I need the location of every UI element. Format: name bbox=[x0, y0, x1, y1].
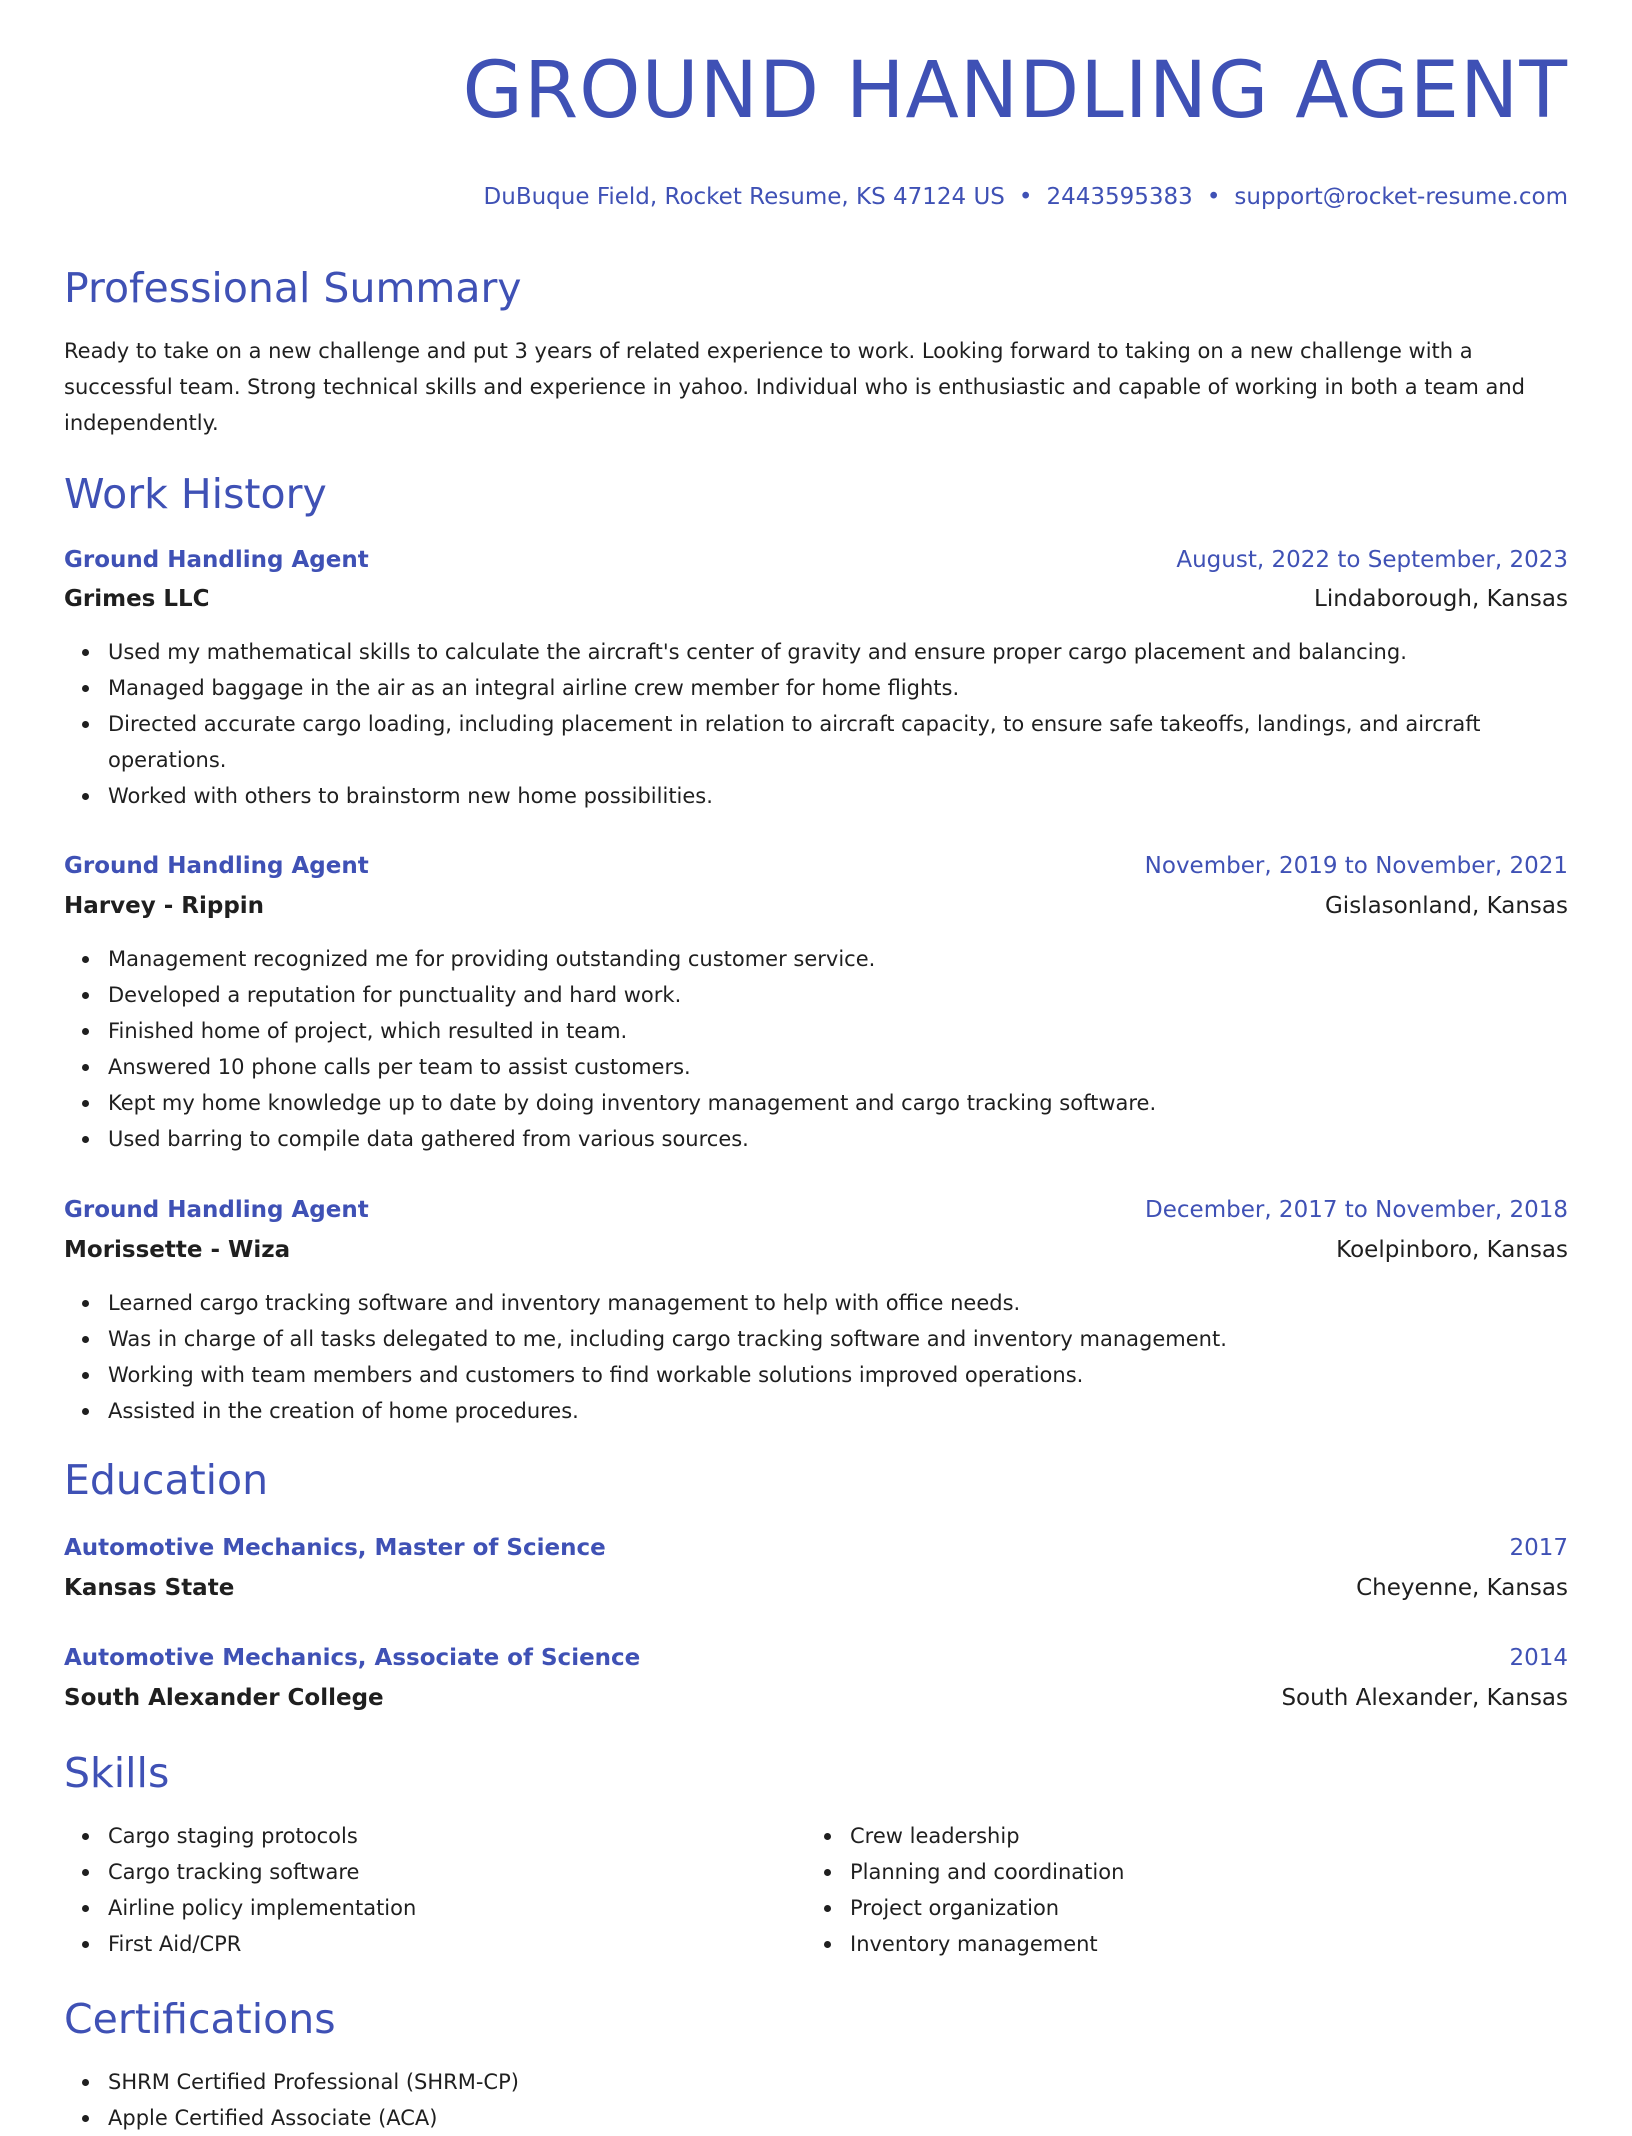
education-degree: Automotive Mechanics, Associate of Science bbox=[64, 1645, 641, 1671]
list-item: Crew leadership bbox=[850, 1818, 1550, 1854]
list-item: Managed baggage in the air as an integral airline crew member for home flights. bbox=[108, 670, 1568, 706]
education-1-header bbox=[64, 1533, 1568, 1563]
list-item: Answered 10 phone calls per team to assist customers. bbox=[108, 1049, 1568, 1085]
job-company: Grimes LLC bbox=[64, 586, 210, 612]
list-item: Airline policy implementation bbox=[108, 1890, 808, 1926]
list-item: Used my mathematical skills to calculate the aircraft's center of gravity and ensure proper cargo placement and balancing. bbox=[108, 634, 1568, 670]
list-item: Directed accurate cargo loading, including placement in relation to aircraft capacity, to ensure safe takeoffs, landings, and aircraft operations. bbox=[108, 706, 1568, 778]
work-history-heading: Work History bbox=[64, 470, 327, 518]
list-item: Finished home of project, which resulted in team. bbox=[108, 1013, 1568, 1049]
job-1-header bbox=[64, 545, 1568, 575]
list-item: Apple Certified Associate (ACA) bbox=[108, 2100, 1568, 2136]
job-3-header bbox=[64, 1195, 1568, 1225]
education-2-subheader bbox=[64, 1683, 1568, 1713]
education-year: 2014 bbox=[1509, 1645, 1568, 1671]
summary-text: Ready to take on a new challenge and put 3 years of related experience to work. Looking forward to taking on a new challenge with a successful team. Strong technical skills and experience in yahoo. Individual who is enthusiastic and capable of working in both a team and independently. bbox=[64, 339, 1525, 435]
skills-heading: Skills bbox=[64, 1749, 170, 1797]
education-2-header bbox=[64, 1643, 1568, 1673]
list-item: Worked with others to brainstorm new home possibilities. bbox=[108, 778, 1568, 814]
contact-line bbox=[484, 182, 1568, 212]
job-1-bullets bbox=[64, 634, 1568, 814]
certifications-list bbox=[64, 2064, 1568, 2136]
list-item: Planning and coordination bbox=[850, 1854, 1550, 1890]
list-item: Inventory management bbox=[850, 1926, 1550, 1962]
education-school: Kansas State bbox=[64, 1575, 235, 1601]
list-item: Was in charge of all tasks delegated to me, including cargo tracking software and inventory management. bbox=[108, 1321, 1568, 1357]
education-school: South Alexander College bbox=[64, 1685, 384, 1711]
job-title: Ground Handling Agent bbox=[64, 547, 369, 573]
list-item: Cargo staging protocols bbox=[108, 1818, 808, 1854]
job-location: Koelpinboro, Kansas bbox=[1336, 1237, 1568, 1263]
education-year: 2017 bbox=[1509, 1535, 1568, 1561]
education-location: South Alexander, Kansas bbox=[1281, 1685, 1568, 1711]
contact-separator: • bbox=[1018, 184, 1033, 210]
job-title: Ground Handling Agent bbox=[64, 853, 369, 879]
job-company: Morissette - Wiza bbox=[64, 1237, 291, 1263]
skills-list-right bbox=[806, 1818, 1550, 1962]
job-2-header bbox=[64, 851, 1568, 881]
list-item: Working with team members and customers to find workable solutions improved operations. bbox=[108, 1357, 1568, 1393]
summary-heading: Professional Summary bbox=[64, 264, 522, 312]
job-2-subheader bbox=[64, 891, 1568, 921]
job-company: Harvey - Rippin bbox=[64, 893, 265, 919]
job-dates: November, 2019 to November, 2021 bbox=[1144, 853, 1568, 879]
contact-address: DuBuque Field, Rocket Resume, KS 47124 US bbox=[483, 184, 1005, 210]
resume-name: GROUND HANDLING AGENT bbox=[462, 46, 1568, 136]
job-title: Ground Handling Agent bbox=[64, 1197, 369, 1223]
job-2-bullets bbox=[64, 941, 1568, 1157]
list-item: Project organization bbox=[850, 1890, 1550, 1926]
job-dates: December, 2017 to November, 2018 bbox=[1145, 1197, 1568, 1223]
contact-separator: • bbox=[1206, 184, 1221, 210]
list-item: Cargo tracking software bbox=[108, 1854, 808, 1890]
list-item: Kept my home knowledge up to date by doing inventory management and cargo tracking software. bbox=[108, 1085, 1568, 1121]
list-item: Developed a reputation for punctuality and hard work. bbox=[108, 977, 1568, 1013]
education-degree: Automotive Mechanics, Master of Science bbox=[64, 1535, 606, 1561]
job-3-subheader bbox=[64, 1235, 1568, 1265]
contact-phone: 2443595383 bbox=[1046, 184, 1193, 210]
list-item: Learned cargo tracking software and inventory management to help with office needs. bbox=[108, 1285, 1568, 1321]
contact-email: support@rocket-resume.com bbox=[1234, 184, 1568, 210]
job-dates: August, 2022 to September, 2023 bbox=[1176, 547, 1568, 573]
education-location: Cheyenne, Kansas bbox=[1356, 1575, 1568, 1601]
resume-page bbox=[64, 0, 1568, 2130]
education-heading: Education bbox=[64, 1456, 269, 1504]
job-location: Gislasonland, Kansas bbox=[1324, 893, 1568, 919]
skills-list-left bbox=[64, 1818, 808, 1962]
list-item: Management recognized me for providing outstanding customer service. bbox=[108, 941, 1568, 977]
list-item: First Aid/CPR bbox=[108, 1926, 808, 1962]
job-1-subheader bbox=[64, 584, 1568, 614]
list-item: SHRM Certified Professional (SHRM-CP) bbox=[108, 2064, 1568, 2100]
list-item: Assisted in the creation of home procedures. bbox=[108, 1393, 1568, 1429]
job-3-bullets bbox=[64, 1285, 1568, 1429]
education-1-subheader bbox=[64, 1573, 1568, 1603]
certifications-heading: Certifications bbox=[64, 1995, 336, 2043]
list-item: Used barring to compile data gathered from various sources. bbox=[108, 1121, 1568, 1157]
job-location: Lindaborough, Kansas bbox=[1314, 586, 1568, 612]
